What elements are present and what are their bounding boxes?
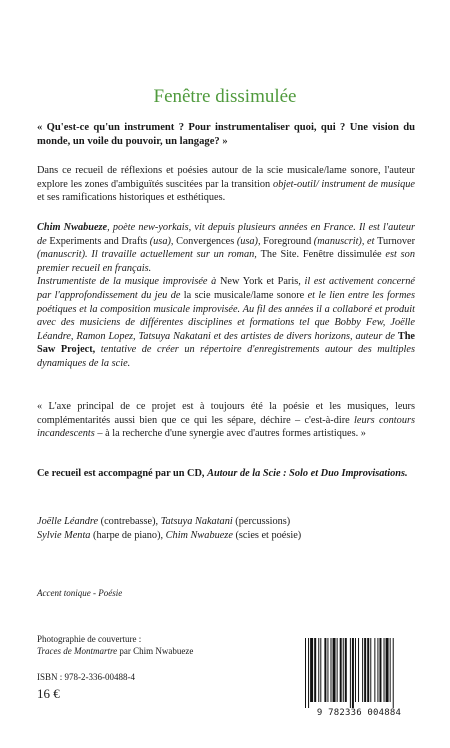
quote-text-1: « L'axe principal de ce projet est à toujours été la poésie et les musiques, leurs complémentarités aussi bien que ce qui les sépare, déchire – c'est-à-dire xyxy=(37,401,415,426)
barcode-bar xyxy=(310,638,313,702)
barcode-bar xyxy=(318,638,319,702)
bio-text: , poète new-yorkais, vit depuis plusieurs années en France. Il est l'auteur de xyxy=(37,222,416,247)
work-title: Foreground xyxy=(263,235,312,247)
bio-text: Instrumentiste de la musique improvisée à xyxy=(37,276,220,288)
musician-role: (harpe de piano), xyxy=(90,529,166,541)
price: 16 € xyxy=(37,686,60,701)
isbn: ISBN : 978-2-336-00488-4 xyxy=(37,672,135,682)
barcode-bar xyxy=(355,638,356,702)
cd-title: Autour de la Scie : Solo et Duo Improvisations. xyxy=(207,468,408,479)
photo-author: par Chim Nwabueze xyxy=(117,646,194,656)
barcode-bar xyxy=(327,638,328,702)
bio-place: New York et Paris xyxy=(219,276,299,288)
work-title: Turnover xyxy=(377,235,416,247)
project-quote xyxy=(37,400,415,441)
photo-credit-label: Photographie de couverture : xyxy=(37,634,142,644)
work-title: Experiments and Drafts xyxy=(49,235,148,247)
barcode-bar xyxy=(358,638,359,702)
cd-notice xyxy=(37,467,415,481)
series-label: Accent tonique - Poésie xyxy=(37,588,123,598)
cd-text: Ce recueil est accompagné par un CD, xyxy=(37,468,208,479)
author-bio xyxy=(37,221,415,371)
bio-text: (manuscrit), et xyxy=(311,235,378,247)
bio-text: (usa), xyxy=(147,235,177,247)
work-title: The Site. Fenêtre dissimulée xyxy=(260,249,382,261)
musician-name: Sylvie Menta xyxy=(37,529,91,541)
barcode-bar xyxy=(390,638,391,702)
bio-text: est son premier recueil en français. xyxy=(37,249,415,274)
barcode-bar xyxy=(343,638,344,702)
credits-line-1 xyxy=(37,515,415,529)
barcode-bars xyxy=(301,638,417,708)
musician-name: Tatsuya Nakatani xyxy=(160,516,233,527)
intro-paragraph xyxy=(37,164,415,205)
barcode-bar xyxy=(384,638,385,702)
author-name: Chim Nwabueze xyxy=(37,222,108,233)
bio-text: et le lien entre les formes poétiques et la composition musicale improvisée. Au fil des années il a collaboré et produit avec des musiciens de différentes disciplines et formations tel que Bobby Few, Joëlle Léandre, Ramon Lopez, Tatsuya Nakatani et des artistes de divers horizons, auteur de xyxy=(37,289,415,342)
quote-text-2: – à la recherche d'une synergie avec d'autres formes artistiques. » xyxy=(94,428,366,440)
barcode-bar xyxy=(352,638,354,708)
bio-text: (usa), xyxy=(234,235,264,247)
barcode xyxy=(301,638,417,722)
bio-instrument: la scie musicale/lame sonore xyxy=(183,289,305,301)
barcode-bar xyxy=(362,638,363,702)
barcode-bar xyxy=(305,638,306,708)
work-title: Convergences xyxy=(176,235,235,247)
photo-title: Traces de Montmartre xyxy=(37,646,118,656)
bio-paragraph-2 xyxy=(37,275,415,370)
credits-line-2 xyxy=(37,529,415,543)
barcode-digits: 9 782336 004884 xyxy=(316,708,402,718)
project-title: The Saw Project, xyxy=(37,330,415,356)
quote-emphasis: leurs contours incandescents xyxy=(37,414,415,440)
barcode-bar xyxy=(393,638,394,708)
barcode-bar xyxy=(337,638,338,702)
barcode-bar xyxy=(386,638,389,702)
barcode-bar xyxy=(377,638,378,702)
intro-text-1: Dans ce recueil de réflexions et poésies autour de la scie musicale/lame sonore, l'auteur explore les zones d'ambiguïtés suscitées par la transition xyxy=(37,165,415,190)
barcode-bar xyxy=(331,638,332,702)
barcode-bar xyxy=(350,638,351,708)
opening-quote: « Qu'est-ce qu'un instrument ? Pour instrumentaliser quoi, qui ? Une vision du monde, un voile du pouvoir, un langage? » xyxy=(37,122,415,147)
musician-role: (scies et poésie) xyxy=(232,529,302,541)
intro-emphasis: objet-outil/ instrument de musique xyxy=(272,178,415,190)
barcode-bar xyxy=(367,638,369,702)
barcode-bar xyxy=(308,638,309,708)
bio-text: tentative de créer un répertoire d'enregistrements autour des multiples dynamiques de la scie. xyxy=(37,344,415,369)
barcode-bar xyxy=(333,638,336,702)
barcode-bar xyxy=(340,638,342,702)
bio-text: (manuscrit). Il travaille actuellement sur un roman, xyxy=(37,249,261,261)
cd-credits xyxy=(37,515,415,542)
musician-name: Chim Nwabueze xyxy=(165,529,233,541)
bio-text: , il est activement concerné par l'approfondissement du jeu de xyxy=(37,276,415,301)
musician-role: (contrebasse), xyxy=(98,516,161,527)
barcode-bar xyxy=(314,638,316,702)
musician-role: (percussions) xyxy=(232,516,291,527)
barcode-bar xyxy=(379,638,381,702)
musician-name: Joëlle Léandre xyxy=(37,516,99,527)
barcode-bar xyxy=(345,638,347,702)
intro-text-2: et ses ramifications historiques et esthétiques. xyxy=(37,192,226,204)
barcode-bar xyxy=(364,638,366,702)
barcode-bar xyxy=(370,638,371,702)
bio-paragraph-1 xyxy=(37,221,415,275)
barcode-bar xyxy=(374,638,375,702)
barcode-bar xyxy=(320,638,321,702)
book-title: Fenêtre dissimulée xyxy=(153,86,297,107)
barcode-bar xyxy=(324,638,326,702)
